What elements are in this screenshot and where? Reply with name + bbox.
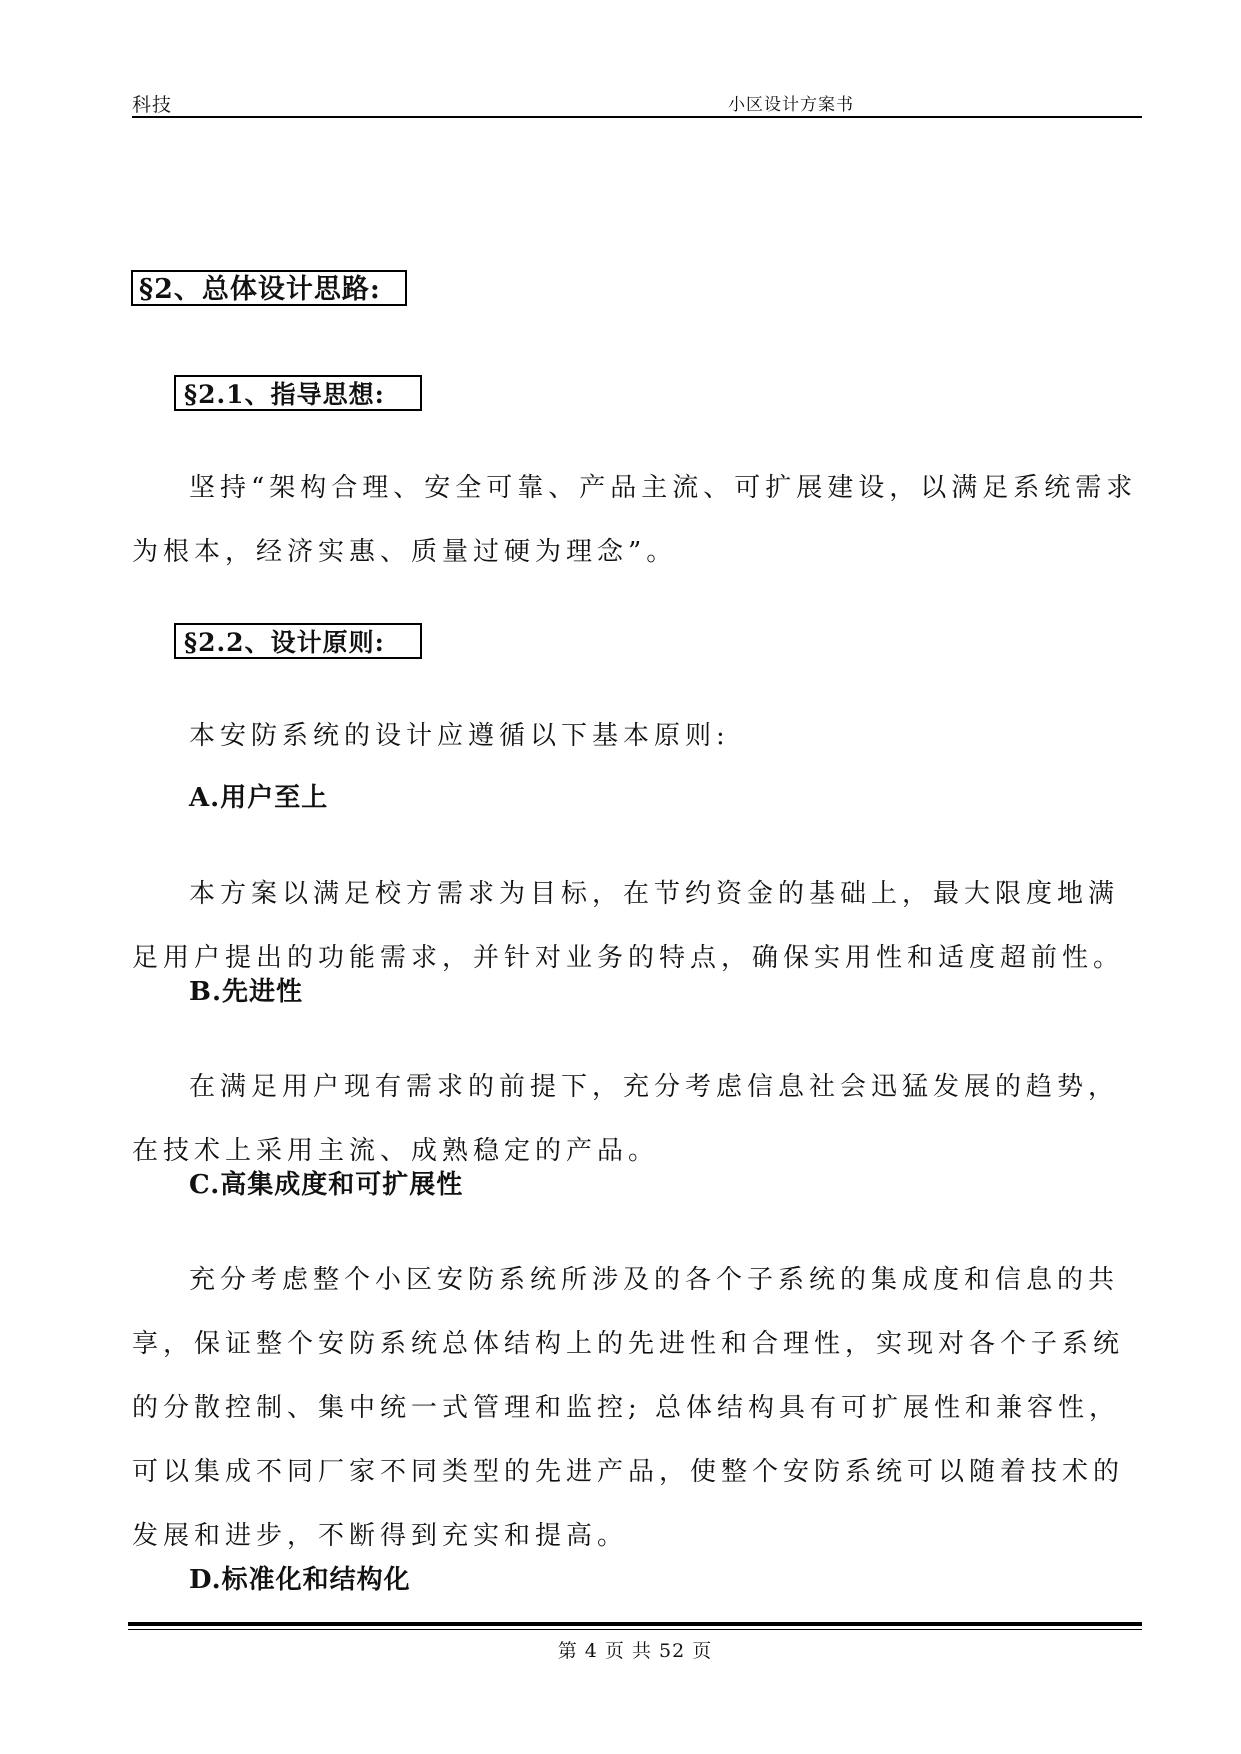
subsection-heading-guiding-thought: §2.1、指导思想: (174, 375, 422, 411)
principle-text-c: 充分考虑整个小区安防系统所涉及的各个子系统的集成度和信息的共享，保证整个安防系统总体结构上的先进性和合理性，实现对各个子系统的分散控制、集中统一式管理和监控; 总体结构具有可扩展性和兼容性，可以集成不同厂家不同类型的先进产品，使整个安防系统可以随着技术的发展和进步，不断得到充实和提高。 (132, 1265, 1125, 1551)
principle-title-c: C.高集成度和可扩展性 (189, 1170, 464, 1200)
subsection-heading-design-principles: §2.2、设计原则: (174, 623, 422, 659)
principle-title-a: A.用户至上 (189, 783, 329, 813)
page-number: 第 4 页 共 52 页 (557, 1640, 713, 1662)
header-company: 科技 (132, 94, 173, 116)
guiding-thought-paragraph: 坚持“架构合理、安全可靠、产品主流、可扩展建设，以满足系统需求为根本，经济实惠、质量过硬为理念”。 (132, 473, 1138, 567)
section-heading: §2、总体设计思路: (131, 270, 407, 306)
principle-text-b: 在满足用户现有需求的前提下，充分考虑信息社会迅猛发展的趋势，在技术上采用主流、成熟稳定的产品。 (132, 1072, 1120, 1166)
principle-title-d: D.标准化和结构化 (189, 1565, 411, 1595)
principle-title-b: B.先进性 (189, 977, 304, 1007)
design-principles-intro: 本安防系统的设计应遵循以下基本原则: (189, 721, 730, 751)
header-document-title: 小区设计方案书 (728, 95, 854, 115)
footer-rule (128, 1622, 1142, 1630)
principle-text-a: 本方案以满足校方需求为目标，在节约资金的基础上，最大限度地满足用户提出的功能需求，并针对业务的特点，确保实用性和适度超前性。 (132, 879, 1125, 973)
page-header (132, 84, 1142, 118)
